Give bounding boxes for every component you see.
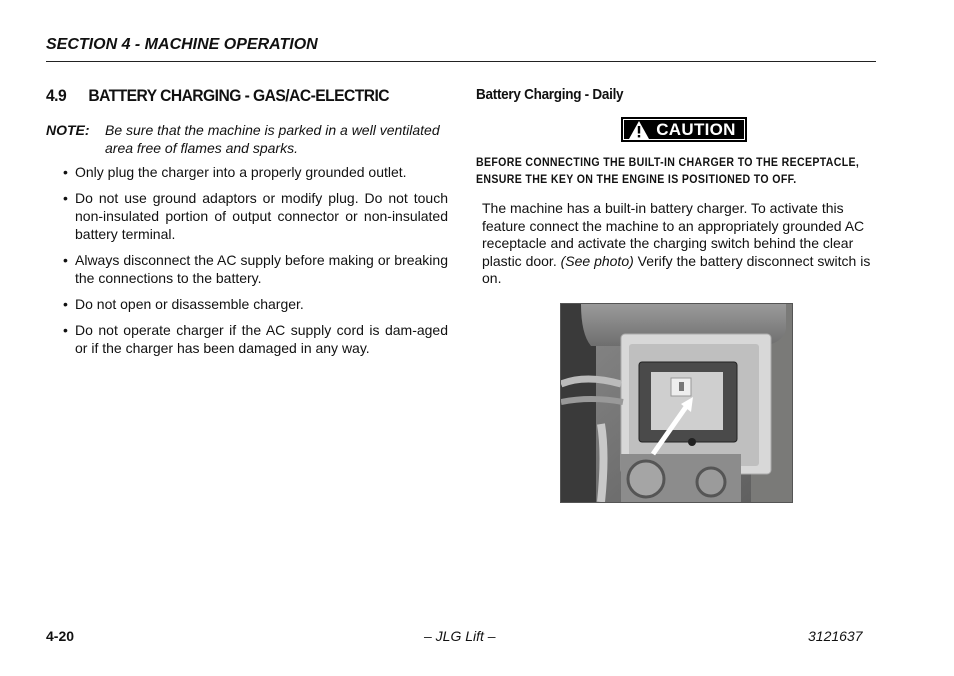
note-text: Be sure that the machine is parked in a well ventilated area free of flames and sparks. bbox=[105, 122, 440, 156]
charger-photo-illustration bbox=[561, 304, 792, 502]
caution-banner bbox=[621, 117, 747, 142]
charger-photo bbox=[560, 303, 793, 503]
warning-triangle-icon bbox=[628, 120, 650, 140]
section-heading bbox=[46, 86, 416, 106]
right-column bbox=[476, 86, 876, 288]
body-paragraph bbox=[482, 200, 876, 288]
document-number: 3121637 bbox=[808, 628, 863, 644]
para-italic: (See photo) bbox=[560, 252, 634, 269]
para-start: The machine has a built-in battery charger. To activate this feature connect the machine to an appropriately grounded AC receptacle and activate the charging switch behind the clear plastic door. bbox=[482, 200, 865, 269]
heading-number: 4.9 bbox=[46, 86, 67, 105]
safety-bullet-list bbox=[63, 163, 448, 357]
para-end: Verify the battery disconnect switch is on. bbox=[482, 252, 871, 286]
subheading: Battery Charging - Daily bbox=[476, 86, 624, 103]
bullet-item: • Always disconnect the AC supply before making or breaking the connections to the battery. bbox=[63, 251, 448, 287]
bullet-item: • Do not operate charger if the AC supply cord is dam-aged or if the charger has been damaged in any way. bbox=[63, 321, 448, 357]
page-number: 4-20 bbox=[46, 628, 75, 644]
warning-text: BEFORE CONNECTING THE BUILT-IN CHARGER TO THE RECEPTACLE, ENSURE THE KEY ON THE ENGINE IS POSITIONED TO OFF. bbox=[476, 155, 860, 186]
header-rule bbox=[46, 61, 876, 62]
caution-banner-wrap bbox=[476, 117, 876, 142]
note-block bbox=[46, 121, 448, 157]
left-column bbox=[46, 86, 448, 365]
section-header: SECTION 4 - MACHINE OPERATION bbox=[46, 36, 318, 53]
caution-label: CAUTION bbox=[656, 119, 736, 139]
note-label: NOTE: bbox=[46, 122, 90, 138]
footer-publisher: – JLG Lift – bbox=[424, 628, 496, 644]
bullet-item: • Do not open or disassemble charger. bbox=[63, 295, 448, 313]
heading-text: BATTERY CHARGING - GAS/AC-ELECTRIC bbox=[88, 86, 390, 105]
bullet-item: • Do not use ground adaptors or modify plug. Do not touch non-insulated portion of output connector or non-insulated battery terminal. bbox=[63, 189, 448, 243]
bullet-item: • Only plug the charger into a properly grounded outlet. bbox=[63, 163, 448, 181]
